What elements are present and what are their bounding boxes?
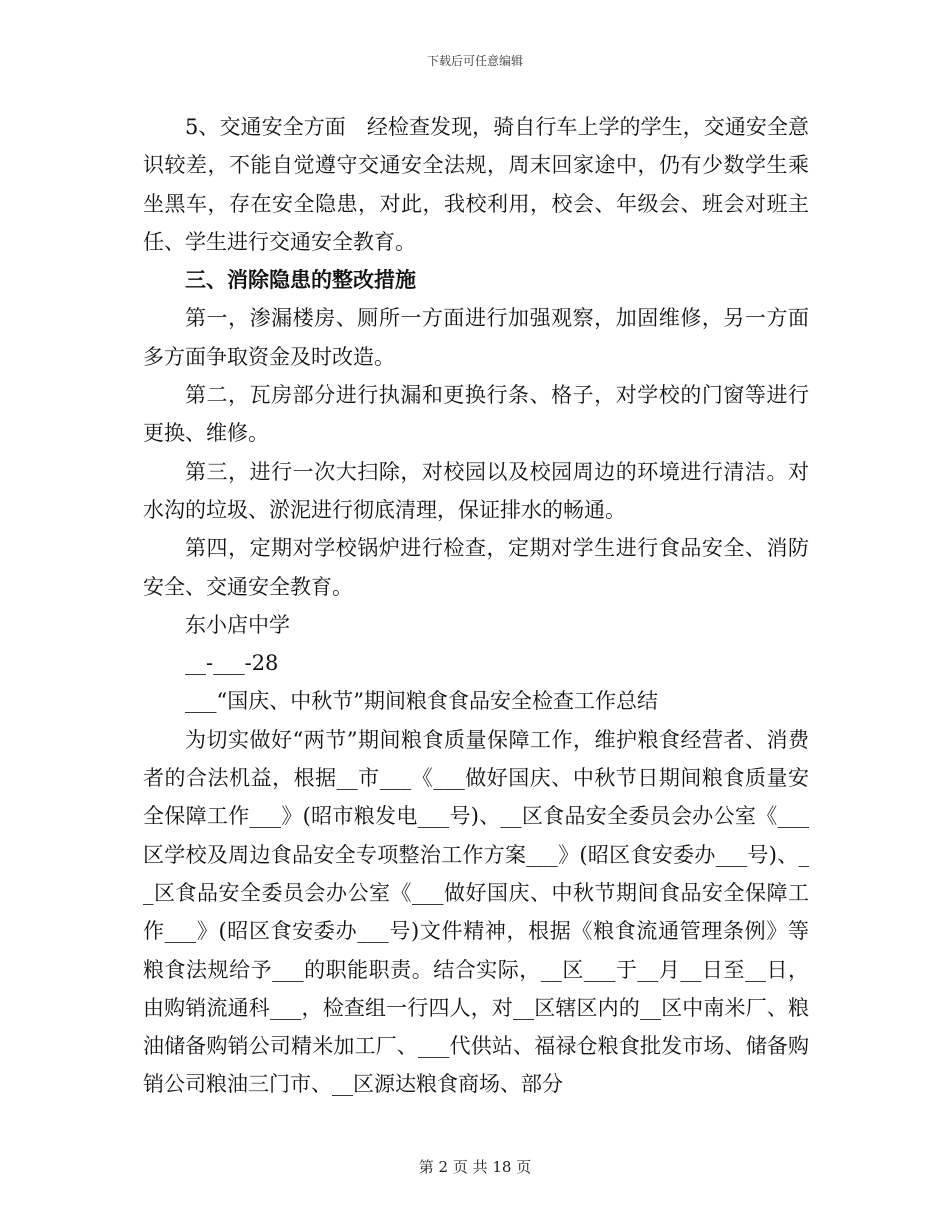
- paragraph-measure-second: 第二，瓦房部分进行执漏和更换行条、格子，对学校的门窗等进行更换、维修。: [143, 383, 809, 446]
- document-body: [143, 108, 809, 1104]
- section-heading-rectification: 三、消除隐患的整改措施: [185, 267, 416, 293]
- paragraph-measure-fourth: 第四，定期对学校锅炉进行检查，定期对学生进行食品安全、消防安全、交通安全教育。: [143, 536, 809, 599]
- signature-date: __-___-28: [185, 651, 279, 676]
- page-header: 下载后可任意编辑: [426, 54, 523, 68]
- paragraph-measure-third: 第三，进行一次大扫除，对校园以及校园周边的环境进行清洁。对水沟的垃圾、淤泥进行彻底清理，保证排水的畅通。: [143, 459, 809, 522]
- paragraph-measure-first: 第一，渗漏楼房、厕所一方面进行加强观察，加固维修，另一方面多方面争取资金及时改造。: [143, 306, 809, 369]
- paragraph-traffic-safety: 5、交通安全方面 经检查发现，骑自行车上学的学生，交通安全意识较差，不能自觉遵守交通安全法规，周末回家途中，仍有少数学生乘坐黑车，存在安全隐患，对此，我校利用，校会、年级会、班会对班主任、学生进行交通安全教育。: [143, 115, 809, 254]
- signature-school-name: 东小店中学: [185, 612, 290, 637]
- document-title-grain-safety: ___“国庆、中秋节”期间粮食食品安全检查工作总结: [185, 689, 658, 714]
- page-footer: 第 2 页 共 18 页: [418, 1158, 532, 1176]
- paragraph-grain-inspection: 为切实做好“两节”期间粮食质量保障工作，维护粮食经营者、消费者的合法机益，根据__市___《___做好国庆、中秋节日期间粮食质量安全保障工作___》(昭市粮发电___号)、__区食品安全委员会办公室《___区学校及周边食品安全专项整治工作方案___》(昭区食安委办___号)、__区食品安全委员会办公室《___做好国庆、中秋节期间食品安全保障工作___》(昭区食安委办___号)文件精神，根据《粮食流通管理条例》等粮食法规给予___的职能职责。结合实际，__区___于__月__日至__日，由购销流通科___，检查组一行四人，对__区辖区内的__区中南米厂、粮油储备购销公司精米加工厂、___代供站、福禄仓粮食批发市场、储备购销公司粮油三门市、__区源达粮食商场、部分: [143, 727, 809, 1097]
